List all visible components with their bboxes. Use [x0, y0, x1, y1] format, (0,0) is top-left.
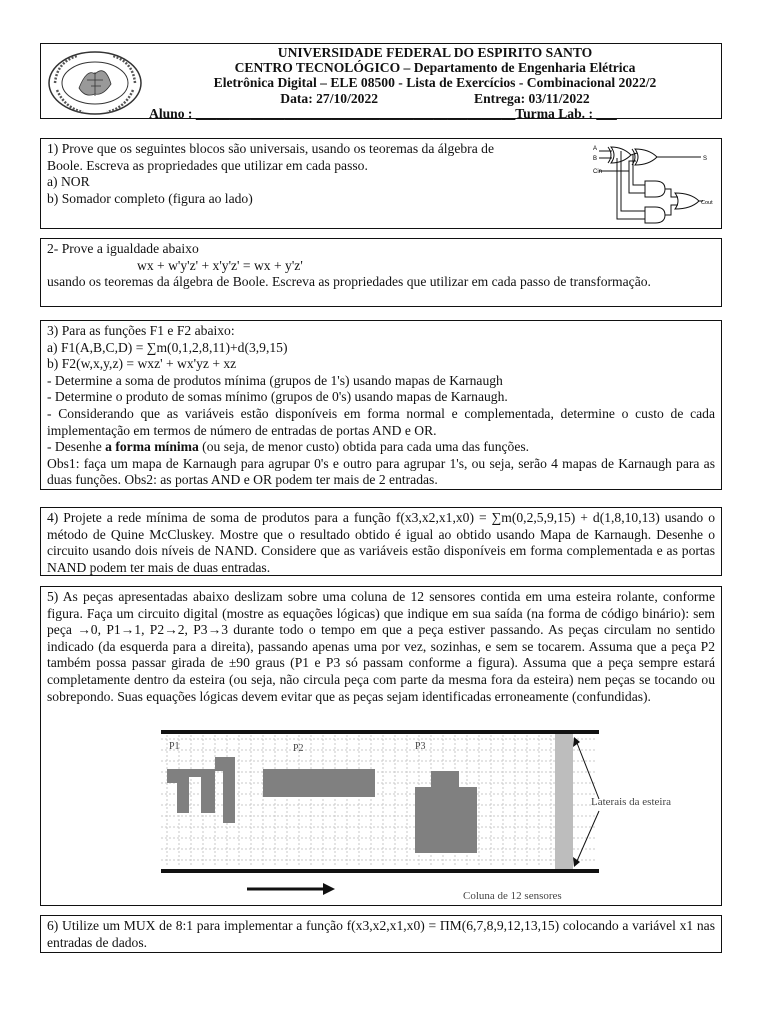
q2-equation: wx + w'y'z' + x'y'z' = wx + y'z'	[137, 257, 303, 273]
piece-p1-label: P1	[169, 741, 180, 752]
and-gate-2	[645, 207, 665, 223]
or-gate	[675, 193, 699, 209]
q3-bullet4-pre: - Desenhe	[47, 439, 106, 455]
belt-bottom-edge	[161, 869, 599, 873]
q1-line2: Boole. Escreva as propriedades que utilizar em cada passo.	[47, 157, 368, 173]
circuit-label-cout: Cout	[701, 200, 713, 206]
sides-arrow-top	[577, 743, 599, 799]
q3-bullet4	[47, 439, 715, 456]
q2-line1: 2- Prove a igualdade abaixo	[47, 241, 199, 256]
q1-line1: 1) Prove que os seguintes blocos são universais, usando os teoremas da álgebra de	[47, 141, 494, 156]
and-gate-1	[645, 181, 665, 197]
university-seal-icon	[47, 50, 143, 116]
circuit-label-b: B	[593, 156, 598, 162]
piece-p3-label: P3	[415, 741, 426, 752]
q3-intro: 3) Para as funções F1 e F2 abaixo:	[47, 323, 235, 338]
q6-text: 6) Utilize um MUX de 8:1 para implementar a função f(x3,x2,x1,x0) = ΠM(6,7,8,9,12,13,15) colocando a variável x1 nas entradas de dados.	[47, 918, 715, 950]
question-4-box	[40, 507, 722, 576]
q5-text: 5) As peças apresentadas abaixo deslizam sobre uma coluna de 12 sensores contida em uma esteira rolante, conforme figura. Faça um circuito digital (mostre as equações lógicas) que indique em sua saída (na forma de código binário): sem peça →0, P1→1, P2→2, P3→3 durante todo o tempo em que a peça estiver passando. As peças circulam no sentido indicado (da esquerda para a direita), passando apenas uma por vez, sozinhas, e sem se tocarem. Assuma que a peça P2 também possa passar girada de ±90 graus (P1 e P3 só passam conforme a figura). Assuma que a peça sempre estará completamente dentro da esteira (ou seja, não circula peça com parte da mesma fora da esteira) nem peças se tocando ou sobrepondo. Suas equações lógicas devem evitar que as peças sejam identificadas erroneamente (confundidas).	[47, 589, 715, 704]
q3-obs: Obs1: faça um mapa de Karnaugh para agrupar 0's e outro para agrupar 1's, ou seja, serão 4 mapas de Karnaugh para as duas funções. Obs2: as portas AND e OR podem ter mais de 2 entradas.	[47, 455, 715, 488]
sides-arrow-bottom	[577, 811, 599, 861]
conveyor-belt-figure	[121, 727, 721, 903]
q3-bullet1: - Determine a soma de produtos mínima (grupos de 1's) usando mapas de Karnaugh	[47, 372, 503, 388]
question-2-box	[40, 238, 722, 307]
student-line: Aluno : _______________________________________________Turma Lab. : ___	[149, 105, 617, 121]
q1-item-a: a) NOR	[47, 174, 90, 190]
header-box	[40, 43, 722, 119]
question-3-box	[40, 320, 722, 490]
circuit-label-cin: Cin	[593, 169, 603, 175]
q3-f2: b) F2(w,x,y,z) = wxz' + wx'yz + xz	[47, 356, 237, 372]
q1-item-b: b) Somador completo (figura ao lado)	[47, 190, 253, 206]
question-1-box	[40, 138, 722, 229]
q2-line3: usando os teoremas da álgebra de Boole. Escreva as propriedades que utilizar em cada passo de transformação.	[47, 274, 651, 290]
q3-bullet2: - Determine o produto de somas mínimo (grupos de 0's) usando mapas de Karnaugh.	[47, 389, 508, 405]
full-adder-circuit-diagram	[593, 141, 719, 225]
q4-text: 4) Projete a rede mínima de soma de produtos para a função f(x3,x2,x1,x0) = ∑m(0,2,5,9,15) + d(1,8,10,13) usando o método de Quine McCluskey. Mostre que o resultado obtido é igual ao obtido usando Mapa de Karnaugh. Desenhe o circuito usando dois níveis de NAND. Considere que as variáveis estão disponíveis em forma complementada e as portas NAND podem ter mais de duas entradas.	[47, 510, 715, 575]
belt-top-edge	[161, 730, 599, 734]
q3-bullet3: - Considerando que as variáveis estão disponíveis em forma normal e complementada, determine o custo de cada implementação em termos de número de entradas de portas AND e OR.	[47, 405, 715, 438]
circuit-label-s: S	[703, 156, 708, 162]
center-name: CENTRO TECNOLÓGICO – Departamento de Engenharia Elétrica	[234, 60, 636, 76]
xor-gate-2	[635, 149, 657, 165]
q3-bullet4-post: (ou seja, de menor custo) obtida para cada uma das funções.	[198, 439, 530, 455]
header-lines	[149, 45, 721, 121]
q3-f1: a) F1(A,B,C,D) = ∑m(0,1,2,8,11)+d(3,9,15)	[47, 339, 288, 355]
piece-p2	[263, 769, 375, 797]
dates-line	[149, 91, 721, 106]
piece-p3	[415, 771, 477, 853]
piece-p1	[167, 757, 235, 823]
course-line: Eletrônica Digital – ELE 08500 - Lista de Exercícios - Combinacional 2022/2	[213, 75, 657, 91]
q3-bullet4-bold: a forma mínima	[105, 439, 199, 455]
circuit-label-a: A	[593, 146, 598, 152]
belt-sides-label: Laterais da esteira	[591, 796, 672, 808]
university-name: UNIVERSIDADE FEDERAL DO ESPIRITO SANTO	[277, 45, 593, 60]
piece-p2-label: P2	[293, 743, 304, 754]
sensor-column	[555, 733, 573, 873]
due-date-label: Entrega: 03/11/2022	[474, 90, 590, 106]
sensor-column-label: Coluna de 12 sensores	[463, 890, 562, 902]
question-6-box	[40, 915, 722, 953]
question-5-box	[40, 586, 722, 906]
date-label: Data: 27/10/2022	[280, 90, 379, 106]
